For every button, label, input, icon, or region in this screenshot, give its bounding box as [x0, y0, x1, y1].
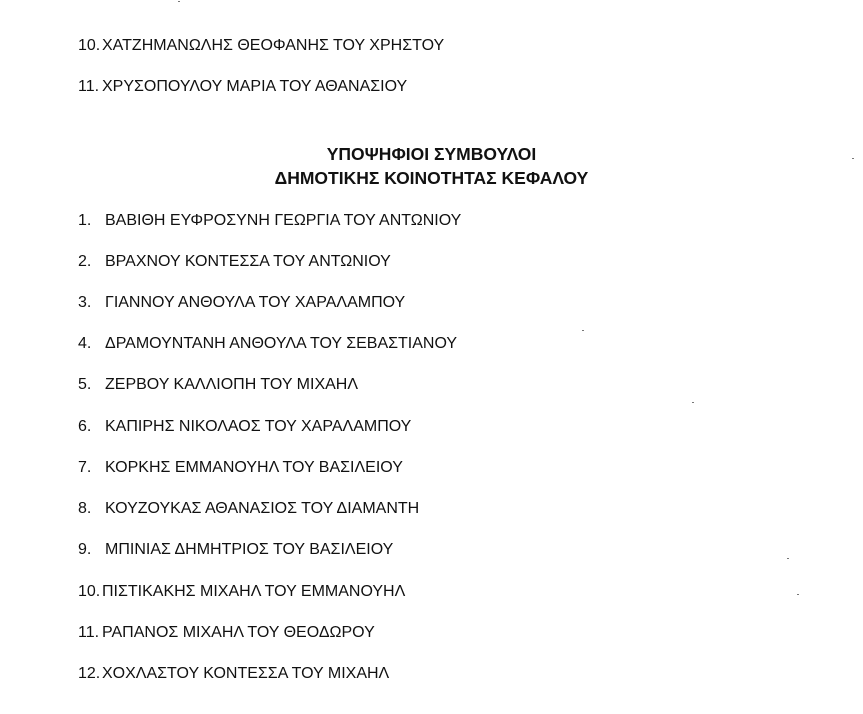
list-item — [78, 36, 444, 56]
item-number: 5. — [78, 376, 92, 393]
section-heading-line2: ΔΗΜΟΤΙΚΗΣ ΚΟΙΝΟΤΗΤΑΣ ΚΕΦΑΛΟΥ — [274, 168, 589, 188]
item-text: ΧΑΤΖΗΜΑΝΩΛΗΣ ΘΕΟΦΑΝΗΣ ΤΟΥ ΧΡΗΣΤΟΥ — [102, 37, 445, 54]
item-text: ΡΑΠΑΝΟΣ ΜΙΧΑΗΛ ΤΟΥ ΘΕΟΔΩΡΟΥ — [102, 624, 375, 641]
item-number: 6. — [78, 418, 92, 435]
scan-speck — [692, 402, 694, 403]
list-item — [78, 499, 419, 519]
list-item — [78, 540, 393, 560]
item-number: 4. — [78, 335, 92, 352]
list-item — [78, 334, 457, 354]
list-item — [78, 211, 461, 231]
item-number: 9. — [78, 541, 92, 558]
item-text: ΚΟΥΖΟΥΚΑΣ ΑΘΑΝΑΣΙΟΣ ΤΟΥ ΔΙΑΜΑΝΤΗ — [105, 500, 420, 517]
list-item — [78, 417, 411, 437]
item-text: ΖΕΡΒΟΥ ΚΑΛΛΙΟΠΗ ΤΟΥ ΜΙΧΑΗΛ — [105, 376, 359, 393]
item-text: ΓΙΑΝΝΟΥ ΑΝΘΟΥΛΑ ΤΟΥ ΧΑΡΑΛΑΜΠΟΥ — [105, 294, 406, 311]
list-item — [78, 293, 405, 313]
scan-speck — [797, 594, 799, 595]
scan-speck — [178, 1, 180, 2]
item-number: 3. — [78, 294, 92, 311]
item-number: 11. — [78, 624, 100, 641]
list-item — [78, 664, 389, 684]
list-item — [78, 375, 358, 395]
list-item — [78, 623, 375, 643]
list-item — [78, 252, 391, 272]
item-number: 11. — [78, 78, 100, 95]
scan-speck — [852, 158, 854, 159]
item-number: 12. — [78, 665, 101, 682]
item-number: 10. — [78, 583, 101, 600]
item-number: 10. — [78, 37, 101, 54]
item-text: ΚΑΠΙΡΗΣ ΝΙΚΟΛΑΟΣ ΤΟΥ ΧΑΡΑΛΑΜΠΟΥ — [105, 418, 412, 435]
item-number: 8. — [78, 500, 92, 517]
section-heading-line1: ΥΠΟΨΗΦΙΟΙ ΣΥΜΒΟΥΛΟΙ — [326, 144, 537, 164]
list-item — [78, 582, 405, 602]
list-item — [78, 77, 407, 97]
scan-speck — [787, 558, 789, 559]
item-text: ΒΑΒΙΘΗ ΕΥΦΡΟΣΥΝΗ ΓΕΩΡΓΙΑ ΤΟΥ ΑΝΤΩΝΙΟΥ — [105, 212, 462, 229]
list-item — [78, 458, 403, 478]
item-text: ΧΡΥΣΟΠΟΥΛΟΥ ΜΑΡΙΑ ΤΟΥ ΑΘΑΝΑΣΙΟΥ — [102, 78, 408, 95]
item-text: ΒΡΑΧΝΟΥ ΚΟΝΤΕΣΣΑ ΤΟΥ ΑΝΤΩΝΙΟΥ — [105, 253, 391, 270]
item-text: ΚΟΡΚΗΣ ΕΜΜΑΝΟΥΗΛ ΤΟΥ ΒΑΣΙΛΕΙΟΥ — [105, 459, 403, 476]
item-number: 2. — [78, 253, 92, 270]
item-number: 1. — [78, 212, 92, 229]
item-number: 7. — [78, 459, 92, 476]
item-text: ΠΙΣΤΙΚΑΚΗΣ ΜΙΧΑΗΛ ΤΟΥ ΕΜΜΑΝΟΥΗΛ — [102, 583, 406, 600]
scan-speck — [582, 330, 584, 331]
item-text: ΧΟΧΛΑΣΤΟΥ ΚΟΝΤΕΣΣΑ ΤΟΥ ΜΙΧΑΗΛ — [102, 665, 390, 682]
item-text: ΜΠΙΝΙΑΣ ΔΗΜΗΤΡΙΟΣ ΤΟΥ ΒΑΣΙΛΕΙΟΥ — [105, 541, 394, 558]
item-text: ΔΡΑΜΟΥΝΤΑΝΗ ΑΝΘΟΥΛΑ ΤΟΥ ΣΕΒΑΣΤΙΑΝΟΥ — [105, 335, 458, 352]
